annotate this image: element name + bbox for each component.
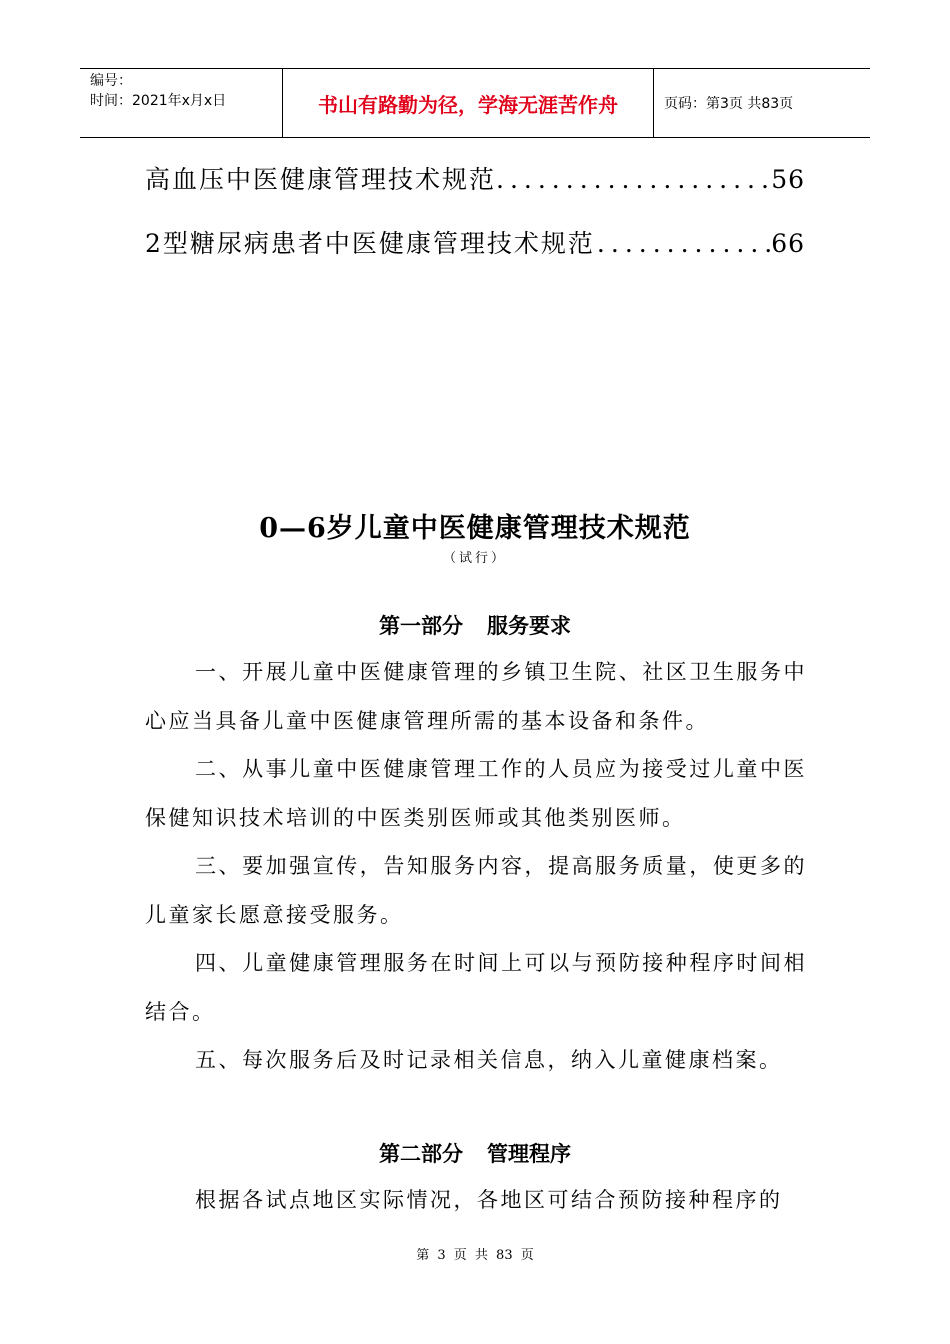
paragraph: 三、要加强宣传，告知服务内容，提高服务质量，使更多的儿童家长愿意接受服务。 (145, 854, 807, 927)
section-heading-1 (0, 610, 950, 640)
toc-entry (145, 224, 805, 260)
toc-entry-page: 66 (771, 229, 805, 258)
toc-entry-title: 高血压中医健康管理技术规范 (145, 165, 497, 194)
header-info-cell (80, 69, 283, 137)
section-number: 第二部分 (379, 1141, 463, 1166)
paragraph: 二、从事儿童中医健康管理工作的人员应为接受过儿童中医保健知识技术培训的中医类别医师或其他类别医师。 (145, 757, 807, 830)
toc-leader-dots (496, 165, 771, 194)
toc-entry-page: 56 (771, 165, 805, 194)
header-motto: 书山有路勤为径，学海无涯苦作舟 (283, 69, 654, 137)
toc-entry-title: 2型糖尿病患者中医健康管理技术规范 (145, 229, 595, 258)
header-page-label: 页码：第3页 共83页 (664, 96, 794, 112)
paragraph: 根据各试点地区实际情况，各地区可结合预防接种程序的 (195, 1188, 783, 1212)
section-name: 服务要求 (487, 613, 571, 638)
paragraph: 五、每次服务后及时记录相关信息，纳入儿童健康档案。 (195, 1048, 783, 1072)
document-title: 0—6岁儿童中医健康管理技术规范 (259, 513, 691, 544)
page-header (80, 68, 870, 138)
toc-entry (145, 160, 805, 196)
paragraph: 一、开展儿童中医健康管理的乡镇卫生院、社区卫生服务中心应当具备儿童中医健康管理所需的基本设备和条件。 (145, 660, 807, 733)
section-heading-2 (0, 1138, 950, 1168)
document-subtitle: （试行） (442, 551, 507, 566)
section-number: 第一部分 (379, 613, 463, 638)
time-label: 时间：2021年x月x日 (90, 93, 227, 109)
number-label: 编号： (90, 73, 132, 89)
section-name: 管理程序 (487, 1141, 571, 1166)
paragraph: 四、儿童健康管理服务在时间上可以与预防接种程序时间相结合。 (145, 951, 807, 1024)
toc-leader-dots (597, 229, 771, 258)
page-footer: 第 3 页 共 83 页 (416, 1248, 534, 1263)
